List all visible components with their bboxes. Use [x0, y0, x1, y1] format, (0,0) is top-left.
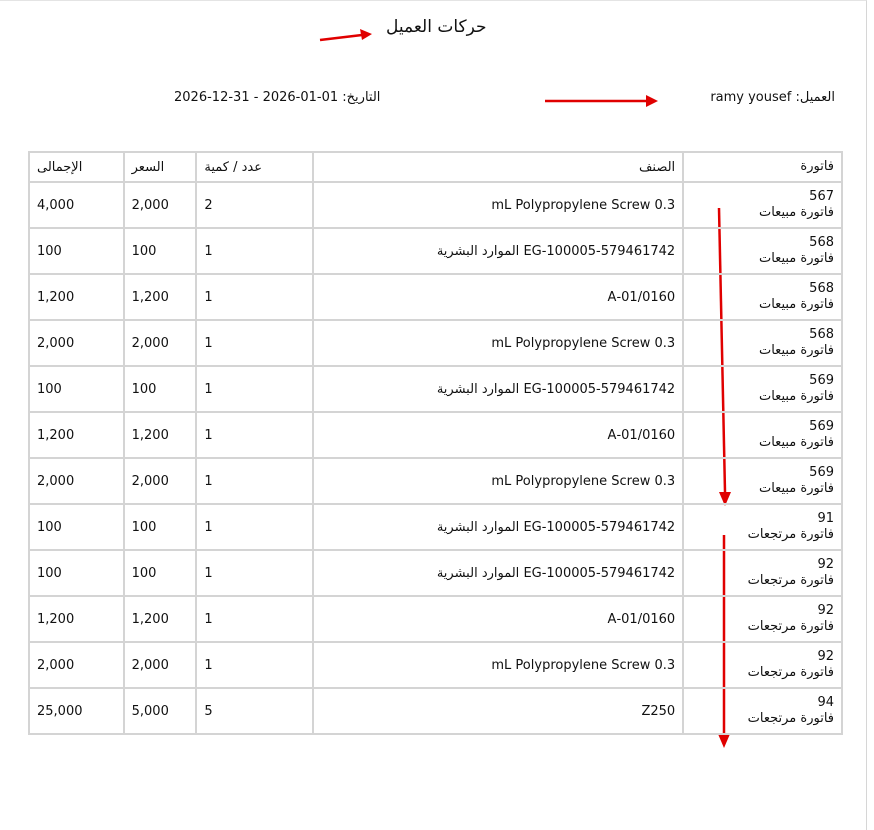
transactions-table: [28, 151, 843, 735]
header-total: الإجمالى: [29, 152, 124, 182]
price-cell: 100: [124, 504, 197, 550]
header-item: الصنف: [313, 152, 683, 182]
item-cell: 0.3 mL Polypropylene Screw: [313, 320, 683, 366]
item-cell: 0.3 mL Polypropylene Screw: [313, 182, 683, 228]
price-cell: 100: [124, 228, 197, 274]
total-cell: 1,200: [29, 412, 124, 458]
invoice-number: 569: [809, 419, 834, 434]
invoice-number: 92: [817, 557, 834, 572]
header-price: السعر: [124, 152, 197, 182]
invoice-number: 92: [817, 603, 834, 618]
price-cell: 100: [124, 550, 197, 596]
invoice-number: 567: [809, 189, 834, 204]
qty-cell: 1: [196, 550, 313, 596]
item-cell: EG-100005-579461742 الموارد البشرية: [313, 504, 683, 550]
table-row: [29, 596, 842, 642]
invoice-type: فاتورة مرتجعات: [747, 711, 834, 726]
invoice-cell: [683, 596, 842, 642]
invoice-cell: [683, 642, 842, 688]
header-invoice: فاتورة: [683, 152, 842, 182]
table-row: [29, 182, 842, 228]
invoice-type: فاتورة مرتجعات: [747, 573, 834, 588]
invoice-type: فاتورة مبيعات: [758, 389, 834, 404]
price-cell: 2,000: [124, 320, 197, 366]
qty-cell: 1: [196, 504, 313, 550]
item-cell: EG-100005-579461742 الموارد البشرية: [313, 366, 683, 412]
invoice-number: 94: [817, 695, 834, 710]
total-cell: 100: [29, 504, 124, 550]
qty-cell: 1: [196, 458, 313, 504]
invoice-cell: [683, 412, 842, 458]
item-cell: Z250: [313, 688, 683, 734]
total-cell: 2,000: [29, 458, 124, 504]
item-cell: 01/0160-A: [313, 274, 683, 320]
invoice-type: فاتورة مرتجعات: [747, 619, 834, 634]
qty-cell: 1: [196, 366, 313, 412]
invoice-cell: [683, 504, 842, 550]
header-qty: عدد / كمية: [196, 152, 313, 182]
item-cell: EG-100005-579461742 الموارد البشرية: [313, 550, 683, 596]
table-row: [29, 550, 842, 596]
table-row: [29, 274, 842, 320]
qty-cell: 1: [196, 320, 313, 366]
invoice-cell: [683, 550, 842, 596]
invoice-type: فاتورة مرتجعات: [747, 527, 834, 542]
total-cell: 2,000: [29, 642, 124, 688]
invoice-type: فاتورة مرتجعات: [747, 665, 834, 680]
date-range-label: التاريخ: 01-01-2026 - 31-12-2026: [174, 90, 381, 105]
qty-cell: 1: [196, 642, 313, 688]
table-row: [29, 642, 842, 688]
item-cell: EG-100005-579461742 الموارد البشرية: [313, 228, 683, 274]
total-cell: 100: [29, 366, 124, 412]
invoice-type: فاتورة مبيعات: [758, 435, 834, 450]
item-cell: 0.3 mL Polypropylene Screw: [313, 642, 683, 688]
price-cell: 2,000: [124, 642, 197, 688]
item-cell: 01/0160-A: [313, 596, 683, 642]
price-cell: 5,000: [124, 688, 197, 734]
invoice-cell: [683, 274, 842, 320]
qty-cell: 2: [196, 182, 313, 228]
invoice-cell: [683, 320, 842, 366]
invoice-type: فاتورة مبيعات: [758, 251, 834, 266]
table-row: [29, 504, 842, 550]
total-cell: 100: [29, 228, 124, 274]
total-cell: 1,200: [29, 596, 124, 642]
invoice-type: فاتورة مبيعات: [758, 297, 834, 312]
invoice-number: 568: [809, 327, 834, 342]
item-cell: 01/0160-A: [313, 412, 683, 458]
invoice-number: 569: [809, 373, 834, 388]
invoice-cell: [683, 366, 842, 412]
invoice-cell: [683, 182, 842, 228]
invoice-cell: [683, 228, 842, 274]
invoice-cell: [683, 458, 842, 504]
table-row: [29, 320, 842, 366]
invoice-type: فاتورة مبيعات: [758, 205, 834, 220]
customer-label: العميل: ramy yousef: [710, 90, 835, 105]
qty-cell: 1: [196, 228, 313, 274]
table-row: [29, 458, 842, 504]
item-cell: 0.3 mL Polypropylene Screw: [313, 458, 683, 504]
customer-arrow-icon: [543, 94, 661, 108]
price-cell: 100: [124, 366, 197, 412]
total-cell: 1,200: [29, 274, 124, 320]
price-cell: 2,000: [124, 458, 197, 504]
price-cell: 1,200: [124, 412, 197, 458]
qty-cell: 1: [196, 596, 313, 642]
invoice-type: فاتورة مبيعات: [758, 481, 834, 496]
table-header-row: [29, 152, 842, 182]
price-cell: 1,200: [124, 596, 197, 642]
total-cell: 2,000: [29, 320, 124, 366]
invoice-number: 91: [817, 511, 834, 526]
report-title: حركات العميل: [386, 17, 487, 37]
qty-cell: 1: [196, 412, 313, 458]
invoice-number: 568: [809, 235, 834, 250]
invoice-number: 569: [809, 465, 834, 480]
table-row: [29, 366, 842, 412]
invoice-cell: [683, 688, 842, 734]
price-cell: 2,000: [124, 182, 197, 228]
price-cell: 1,200: [124, 274, 197, 320]
qty-cell: 5: [196, 688, 313, 734]
total-cell: 4,000: [29, 182, 124, 228]
total-cell: 100: [29, 550, 124, 596]
title-arrow-icon: [318, 28, 374, 44]
table-row: [29, 228, 842, 274]
invoice-type: فاتورة مبيعات: [758, 343, 834, 358]
invoice-number: 92: [817, 649, 834, 664]
invoice-number: 568: [809, 281, 834, 296]
qty-cell: 1: [196, 274, 313, 320]
total-cell: 25,000: [29, 688, 124, 734]
table-row: [29, 412, 842, 458]
table-row: [29, 688, 842, 734]
